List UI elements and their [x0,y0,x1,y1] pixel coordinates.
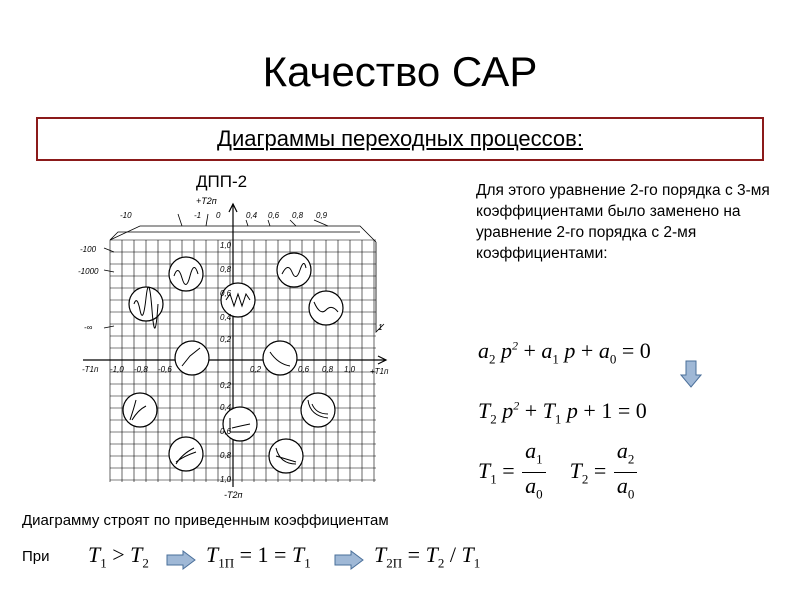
diagram-label: ДПП-2 [196,172,248,191]
v-tick: 0,2 [220,381,232,390]
transient-response-circle [175,341,209,375]
left-label: -100 [80,245,97,254]
arrow-right-icon [334,550,364,570]
subtitle-box [36,117,764,161]
left-label: -∞ [84,323,93,332]
subtitle-text: Диаграммы переходных процессов: [217,126,583,151]
equation-three-coefficients: $a_2$ $p^2 + a_1$ $p + a_0 = 0$ [478,338,651,367]
v-tick: 0,4 [220,403,232,412]
v-tick: 0,8 [220,265,232,274]
condition-t2p: $T_{2П} = T_2 / T_1$ [374,542,481,571]
right-label: 1 [378,323,383,332]
transient-response-circle [169,437,203,471]
transient-response-circle [301,393,335,427]
explanation-paragraph: Для этого уравнение 2-го порядка с 3-мя коэффициентами было заменено на уравнение 2-го порядка с 2-мя коэффициентами: [476,182,770,262]
condition-t1-greater-t2: $T_1 > T_2$ [88,542,149,571]
v-tick: 0,8 [220,451,232,460]
v-tick: 0,2 [220,335,232,344]
transient-response-circle [309,291,343,325]
top-number: 0,6 [268,211,280,220]
transient-response-circle [123,393,157,427]
diagram-axes [83,204,386,487]
transient-response-circle [169,257,203,291]
h-tick: 0,6 [298,365,310,374]
h-tick: -0,6 [158,365,172,374]
arrow-down-icon [680,360,702,388]
page-title: Качество САР [262,48,538,95]
v-tick: 0,4 [220,313,232,322]
h-tick: -0,8 [134,365,148,374]
top-number: 0,8 [292,211,304,220]
transient-process-diagram [78,192,398,504]
diagram-grid [110,240,376,482]
left-label: -1000 [78,267,99,276]
top-number: 0,4 [246,211,258,220]
v-tick: 1,0 [220,241,232,250]
top-axis-label: +T2п [196,196,217,206]
bottom-note: Диаграмму строят по приведенным коэффициентам [22,512,389,529]
pri-label: При [22,548,50,565]
h-tick: 0,2 [250,365,262,374]
transient-response-circle [269,439,303,473]
h-axis-right-label: +T1п [370,367,389,376]
v-tick: 0,6 [220,289,232,298]
h-tick: 0,8 [322,365,334,374]
h-axis-left-label: -T1п [82,365,99,374]
h-tick: 1,0 [344,365,356,374]
bottom-axis-label: -T2п [224,490,243,500]
equation-two-coefficients: $T_2$ $p^2 + T_1$ p + 1 = 0 [478,398,647,427]
v-tick: 0,6 [220,427,232,436]
top-number: -1 [194,211,202,220]
v-tick: 1,0 [220,475,232,484]
top-number: 0 [216,211,221,220]
transient-response-circle [263,341,297,375]
transient-response-circle [277,253,311,287]
condition-t1p: $T_{1П} = 1 = T_1$ [206,542,311,571]
equation-time-constants: $T_1$ = $\frac{a_1}{a_0}$ $T_2$ = $\frac{a_2}{a_0}$ [478,438,639,508]
h-tick: -1,0 [110,365,124,374]
top-number: 0,9 [316,211,328,220]
top-number: -10 [120,211,132,220]
arrow-right-icon [166,550,196,570]
